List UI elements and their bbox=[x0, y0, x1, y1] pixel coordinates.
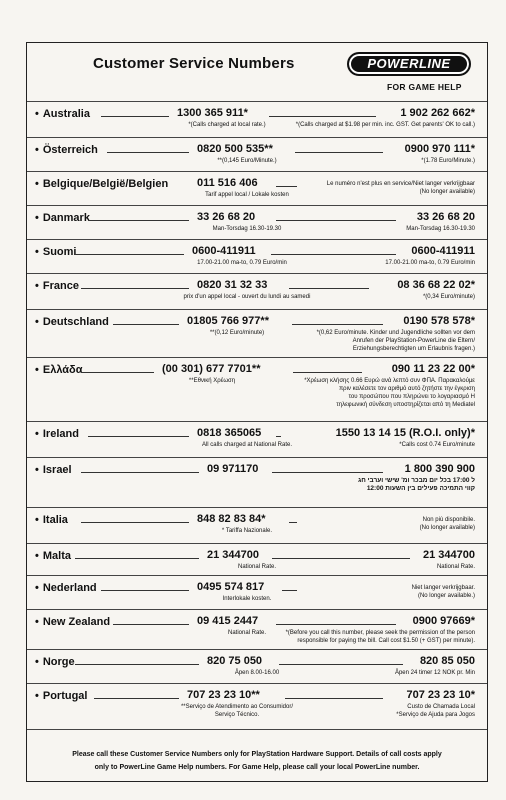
bullet-icon: • bbox=[35, 108, 39, 120]
country-label: Ireland bbox=[42, 428, 79, 440]
premium-note: 17.00-21.00 ma-to, 0.79 Euro/min bbox=[385, 260, 475, 266]
local-note: National Rate. bbox=[237, 564, 277, 570]
country-row bbox=[27, 273, 487, 309]
premium-note: ל 17:00 בכל יום מבכר ומ' שישי וערבי חג קווי התמיכה פעילים בין השעות 12:00 bbox=[358, 477, 475, 492]
country-name bbox=[35, 690, 87, 702]
leader-line bbox=[88, 220, 189, 221]
local-note: * Tariffa Nazionale. bbox=[221, 528, 273, 534]
country-label: Deutschland bbox=[42, 316, 109, 328]
local-number: 33 26 68 20 bbox=[197, 211, 256, 223]
local-number: 01805 766 977** bbox=[187, 315, 269, 327]
country-label: Nederland bbox=[42, 582, 97, 594]
country-name bbox=[35, 212, 90, 224]
country-label: Israel bbox=[42, 464, 72, 476]
separator-line bbox=[289, 288, 369, 289]
separator-line bbox=[272, 558, 409, 559]
premium-number: 820 85 050 bbox=[419, 655, 475, 667]
country-label: New Zealand bbox=[42, 616, 111, 628]
premium-note: *Calls cost 0.74 Euro/minute bbox=[399, 442, 475, 448]
country-name bbox=[35, 144, 98, 156]
premium-note: *(0,34 Euro/minute) bbox=[422, 294, 475, 300]
footer-line-2: only to PowerLine Game Help numbers. For Game Help, please call your local PowerLine number. bbox=[94, 764, 420, 771]
premium-number: 21 344700 bbox=[423, 549, 475, 561]
country-row bbox=[27, 357, 487, 421]
country-name bbox=[35, 514, 68, 526]
premium-note: Man-Torsdag 16.30-19.30 bbox=[406, 226, 475, 232]
local-number: 011 516 406 bbox=[197, 177, 258, 189]
country-label: Australia bbox=[42, 108, 90, 120]
premium-note: Custo de Chamada Local *Serviço de Ajuda para Jogos bbox=[396, 704, 475, 718]
premium-note: National Rate. bbox=[436, 564, 475, 570]
separator-line bbox=[279, 664, 403, 665]
local-note: *(Calls charged at local rate.) bbox=[188, 122, 266, 128]
leader-line bbox=[113, 624, 189, 625]
country-row bbox=[27, 609, 487, 649]
country-name bbox=[35, 280, 79, 292]
leader-line bbox=[94, 698, 179, 699]
bullet-icon: • bbox=[35, 464, 39, 476]
local-note: National Rate. bbox=[227, 630, 267, 636]
premium-note: Niet langer verkrijgbaar. (No longer available.) bbox=[411, 585, 475, 599]
premium-number: 707 23 23 10* bbox=[406, 689, 475, 701]
leader-line bbox=[113, 324, 179, 325]
bullet-icon: • bbox=[35, 616, 39, 628]
page-title: Customer Service Numbers bbox=[93, 55, 295, 72]
separator-line bbox=[289, 522, 297, 523]
country-row bbox=[27, 101, 487, 137]
bullet-icon: • bbox=[35, 316, 39, 328]
country-row bbox=[27, 239, 487, 273]
country-name bbox=[35, 656, 75, 668]
leader-line bbox=[107, 152, 189, 153]
local-number: 707 23 23 10** bbox=[187, 689, 260, 701]
country-name bbox=[35, 178, 168, 190]
country-label: Suomi bbox=[42, 246, 77, 258]
country-label: Norge bbox=[42, 656, 75, 668]
country-label: Italia bbox=[42, 514, 68, 526]
premium-number: 08 36 68 22 02* bbox=[397, 279, 475, 291]
premium-number: 1 800 390 900 bbox=[404, 463, 475, 475]
country-label: Belgique/België/Belgien bbox=[42, 178, 169, 190]
local-number: 09 971170 bbox=[207, 463, 259, 475]
premium-note: *(1.78 Euro/Minute.) bbox=[421, 158, 475, 164]
local-note: prix d'un appel local - ouvert du lundi au samedi bbox=[183, 294, 311, 300]
bullet-icon: • bbox=[35, 550, 39, 562]
country-name bbox=[35, 108, 90, 120]
country-row bbox=[27, 543, 487, 575]
premium-number: 0600-411911 bbox=[411, 245, 475, 257]
footer-note bbox=[27, 748, 487, 774]
separator-line bbox=[272, 472, 382, 473]
premium-note: *(Before you call this number, please seek the permission of the person responsible for paying the bill. Call cost $1.50 (+ GST) per minute). bbox=[285, 630, 475, 644]
country-row bbox=[27, 649, 487, 683]
premium-number: 1 902 262 662* bbox=[400, 107, 475, 119]
separator-line bbox=[276, 220, 397, 221]
leader-line bbox=[81, 372, 154, 373]
country-row bbox=[27, 575, 487, 609]
local-number: 848 82 83 84* bbox=[197, 513, 266, 525]
local-number: 0820 31 32 33 bbox=[197, 279, 268, 291]
premium-number: 1550 13 14 15 (R.O.I. only)* bbox=[335, 427, 475, 439]
country-name bbox=[35, 464, 72, 476]
leader-line bbox=[101, 116, 169, 117]
premium-note: *(0,62 Euro/minute. Kinder und Jugendliche sollten vor dem Anrufen der PlayStation-PowerLine die Eltern/ Erziehungsberechtigten um Erlaubnis fragen.) bbox=[316, 330, 475, 352]
bullet-icon: • bbox=[35, 428, 39, 440]
list-end-divider bbox=[27, 729, 487, 730]
premium-note: Le numéro n'est plus en service/Niet langer verkrijgbaar (No longer available) bbox=[326, 181, 475, 195]
local-note: Åpen 8.00-16.00 bbox=[234, 670, 280, 676]
country-row bbox=[27, 507, 487, 543]
bullet-icon: • bbox=[35, 212, 39, 224]
leader-line bbox=[75, 664, 199, 665]
premium-note: Åpen 24 timer 12 NOK pr. Min bbox=[394, 670, 475, 676]
country-label: Danmark bbox=[42, 212, 90, 224]
leader-line bbox=[81, 472, 199, 473]
customer-service-panel bbox=[26, 42, 488, 782]
premium-number: 090 11 23 22 00* bbox=[391, 363, 475, 375]
premium-note: *(Calls charged at $1.98 per min. inc. GST. Get parents' OK to call.) bbox=[295, 122, 475, 128]
leader-line bbox=[81, 522, 189, 523]
local-number: 09 415 2447 bbox=[197, 615, 259, 627]
local-number: (00 301) 677 7701** bbox=[162, 363, 261, 375]
bullet-icon: • bbox=[35, 690, 39, 702]
bullet-icon: • bbox=[35, 364, 39, 376]
leader-line bbox=[75, 558, 199, 559]
local-note: 17.00-21.00 ma-to, 0.79 Euro/min bbox=[197, 260, 287, 266]
local-number: 0820 500 535** bbox=[197, 143, 273, 155]
local-number: 0818 365065 bbox=[197, 427, 262, 439]
premium-note: *Χρέωση κλήσης 0.66 Ευρώ ανά λεπτό συν ΦΠΑ. Παρακαλούμε πριν καλέσετε τον αριθμό αυτό ζητήστε την έγκριση του προσώπου που πληρώνει το λογαριασμό Η τηλεφωνική σύνδεση υποστηρίζεται από τη Mediatel bbox=[304, 378, 475, 408]
header bbox=[27, 43, 487, 101]
footer-line-1: Please call these Customer Service Numbers only for PlayStation Hardware Support. Details of call costs apply bbox=[72, 751, 442, 758]
country-name bbox=[35, 364, 83, 376]
subtitle: FOR GAME HELP bbox=[387, 82, 462, 92]
leader-line bbox=[81, 288, 189, 289]
premium-number: 33 26 68 20 bbox=[416, 211, 475, 223]
local-number: 1300 365 911* bbox=[177, 107, 248, 119]
leader-line bbox=[88, 436, 189, 437]
country-label: France bbox=[42, 280, 79, 292]
local-number: 0600-411911 bbox=[192, 245, 256, 257]
bullet-icon: • bbox=[35, 582, 39, 594]
country-name bbox=[35, 582, 97, 594]
country-row bbox=[27, 205, 487, 239]
separator-line bbox=[276, 186, 297, 187]
country-name bbox=[35, 316, 109, 328]
local-number: 21 344700 bbox=[207, 549, 259, 561]
separator-line bbox=[292, 324, 383, 325]
separator-line bbox=[282, 590, 297, 591]
bullet-icon: • bbox=[35, 178, 39, 190]
local-note: **Serviço de Atendimento ao Consumidor/ Serviço Técnico. bbox=[180, 704, 294, 718]
premium-note: Non più disponibile. (No longer available) bbox=[419, 517, 475, 531]
local-note: **(0,12 Euro/minute) bbox=[209, 330, 265, 336]
country-name bbox=[35, 428, 79, 440]
powerline-logo: POWERLINE bbox=[347, 52, 471, 76]
premium-number: 0900 97669* bbox=[412, 615, 475, 627]
separator-line bbox=[271, 254, 397, 255]
local-number: 0495 574 817 bbox=[197, 581, 265, 593]
local-note: Interlokale kosten. bbox=[222, 596, 272, 602]
local-note: Man-Torsdag 16.30-19.30 bbox=[212, 226, 282, 232]
country-label: Österreich bbox=[42, 144, 98, 156]
country-name bbox=[35, 616, 110, 628]
premium-number: 0900 970 111* bbox=[404, 143, 475, 155]
country-name bbox=[35, 550, 71, 562]
separator-line bbox=[285, 698, 382, 699]
bullet-icon: • bbox=[35, 246, 39, 258]
country-row bbox=[27, 421, 487, 457]
country-row bbox=[27, 137, 487, 171]
country-label: Ελλάδα bbox=[42, 364, 83, 376]
bullet-icon: • bbox=[35, 514, 39, 526]
local-number: 820 75 050 bbox=[207, 655, 263, 667]
separator-line bbox=[269, 116, 376, 117]
separator-line bbox=[295, 152, 382, 153]
country-row bbox=[27, 171, 487, 205]
local-note: Tarif appel local / Lokale kosten bbox=[205, 192, 289, 198]
country-row bbox=[27, 683, 487, 729]
country-row bbox=[27, 309, 487, 357]
country-row bbox=[27, 457, 487, 507]
separator-line bbox=[293, 372, 362, 373]
bullet-icon: • bbox=[35, 144, 39, 156]
country-name bbox=[35, 246, 76, 258]
leader-line bbox=[101, 590, 189, 591]
country-label: Portugal bbox=[42, 690, 88, 702]
local-note: **(0,145 Euro/Minute.) bbox=[217, 158, 277, 164]
premium-number: 0190 578 578* bbox=[403, 315, 475, 327]
leader-line bbox=[75, 254, 184, 255]
local-note: **Εθνική Χρέωση bbox=[188, 378, 236, 384]
bullet-icon: • bbox=[35, 656, 39, 668]
local-note: All calls charged at National Rate. bbox=[201, 442, 293, 448]
bullet-icon: • bbox=[35, 280, 39, 292]
separator-line bbox=[276, 436, 281, 437]
separator-line bbox=[276, 624, 397, 625]
country-label: Malta bbox=[42, 550, 71, 562]
